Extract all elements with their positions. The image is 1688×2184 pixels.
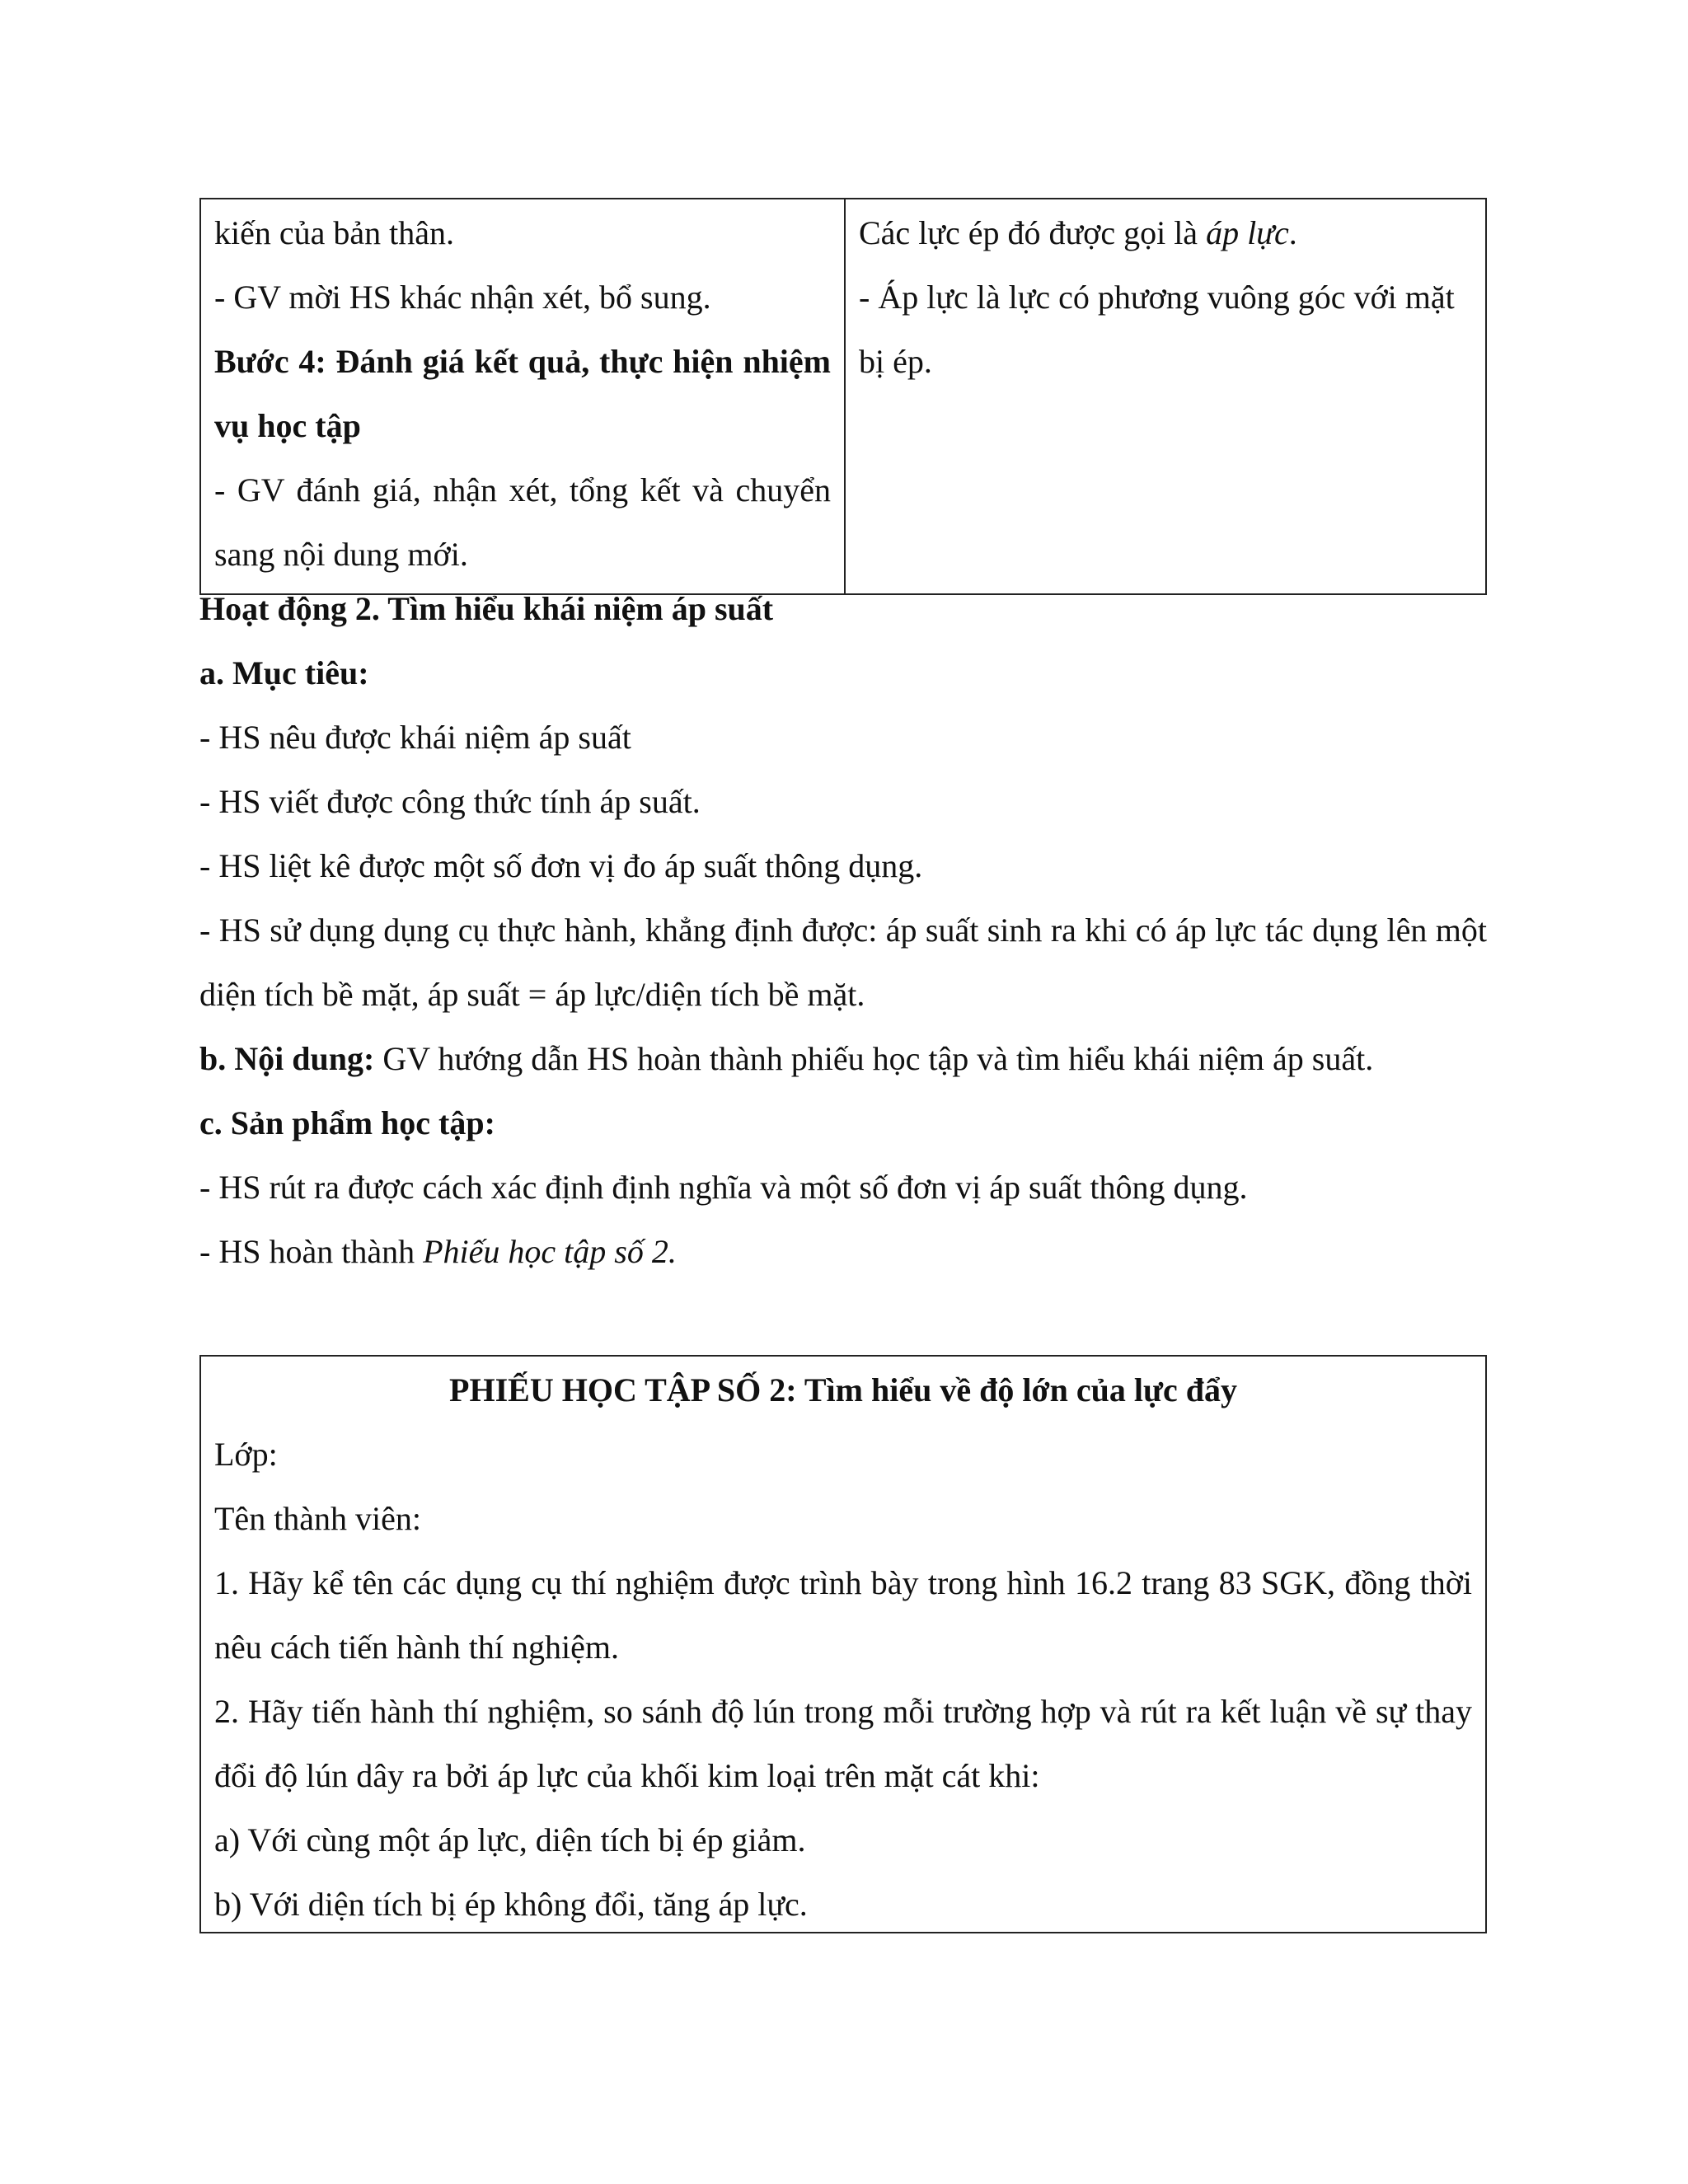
content-paragraph [199, 1027, 1487, 1091]
left-line: kiến của bản thân. [214, 214, 454, 251]
content-label: b. Nội dung: [199, 1040, 375, 1077]
table-row [200, 199, 1486, 594]
step4-heading: Bước 4: Đánh giá kết quả, thực hiện nhiệm vụ học tập [214, 343, 831, 444]
product-italic: Phiếu học tập số 2. [423, 1233, 677, 1270]
question-2b: b) Với diện tích bị ép không đổi, tăng áp lực. [214, 1886, 808, 1923]
worksheet-box [199, 1355, 1487, 1933]
activity-section [199, 577, 1487, 1284]
content-text: GV hướng dẫn HS hoàn thành phiếu học tập và tìm hiểu khái niệm áp suất. [374, 1040, 1374, 1077]
right-line [859, 201, 1472, 265]
teacher-actions-cell [200, 199, 845, 594]
right-line-italic: áp lực [1206, 214, 1289, 251]
activity-title: Hoạt động 2. Tìm hiểu khái niệm áp suất [199, 590, 774, 627]
goal-item: - HS viết được công thức tính áp suất. [199, 783, 701, 820]
activity-steps-table [199, 198, 1487, 595]
question-2a: a) Với cùng một áp lực, diện tích bị ép giảm. [214, 1821, 806, 1858]
right-line: - Áp lực là lực có phương vuông góc với mặt bị ép. [859, 279, 1455, 380]
product-item: - HS rút ra được cách xác định định nghĩa và một số đơn vị áp suất thông dụng. [199, 1169, 1248, 1206]
left-line: - GV mời HS khác nhận xét, bổ sung. [214, 279, 711, 316]
goal-item: - HS nêu được khái niệm áp suất [199, 719, 631, 756]
members-label: Tên thành viên: [214, 1500, 422, 1537]
expected-result-cell [845, 199, 1486, 594]
product-item [199, 1220, 1487, 1284]
product-label: c. Sản phẩm học tập: [199, 1104, 495, 1141]
goal-item: - HS liệt kê được một số đơn vị đo áp suất thông dụng. [199, 847, 923, 884]
step4-note: - GV đánh giá, nhận xét, tổng kết và chuyển sang nội dung mới. [214, 471, 831, 573]
product-prefix: - HS hoàn thành [199, 1233, 424, 1270]
worksheet-title: PHIẾU HỌC TẬP SỐ 2: Tìm hiểu về độ lớn của lực đẩy [449, 1371, 1237, 1408]
question-1: 1. Hãy kể tên các dụng cụ thí nghiệm được trình bày trong hình 16.2 trang 83 SGK, đồng thời nêu cách tiến hành thí nghiệm. [214, 1564, 1472, 1666]
right-line-suffix: . [1288, 214, 1297, 251]
goal-item: - HS sử dụng dụng cụ thực hành, khẳng định được: áp suất sinh ra khi có áp lực tác dụng lên một diện tích bề mặt, áp suất = áp lực/diện tích bề mặt. [199, 912, 1487, 1013]
goal-label: a. Mục tiêu: [199, 654, 369, 691]
question-2: 2. Hãy tiến hành thí nghiệm, so sánh độ lún trong mỗi trường hợp và rút ra kết luận về sự thay đổi độ lún dây ra bởi áp lực của khối kim loại trên mặt cát khi: [214, 1693, 1472, 1794]
right-line-prefix: Các lực ép đó được gọi là [859, 214, 1207, 251]
class-label: Lớp: [214, 1436, 278, 1473]
